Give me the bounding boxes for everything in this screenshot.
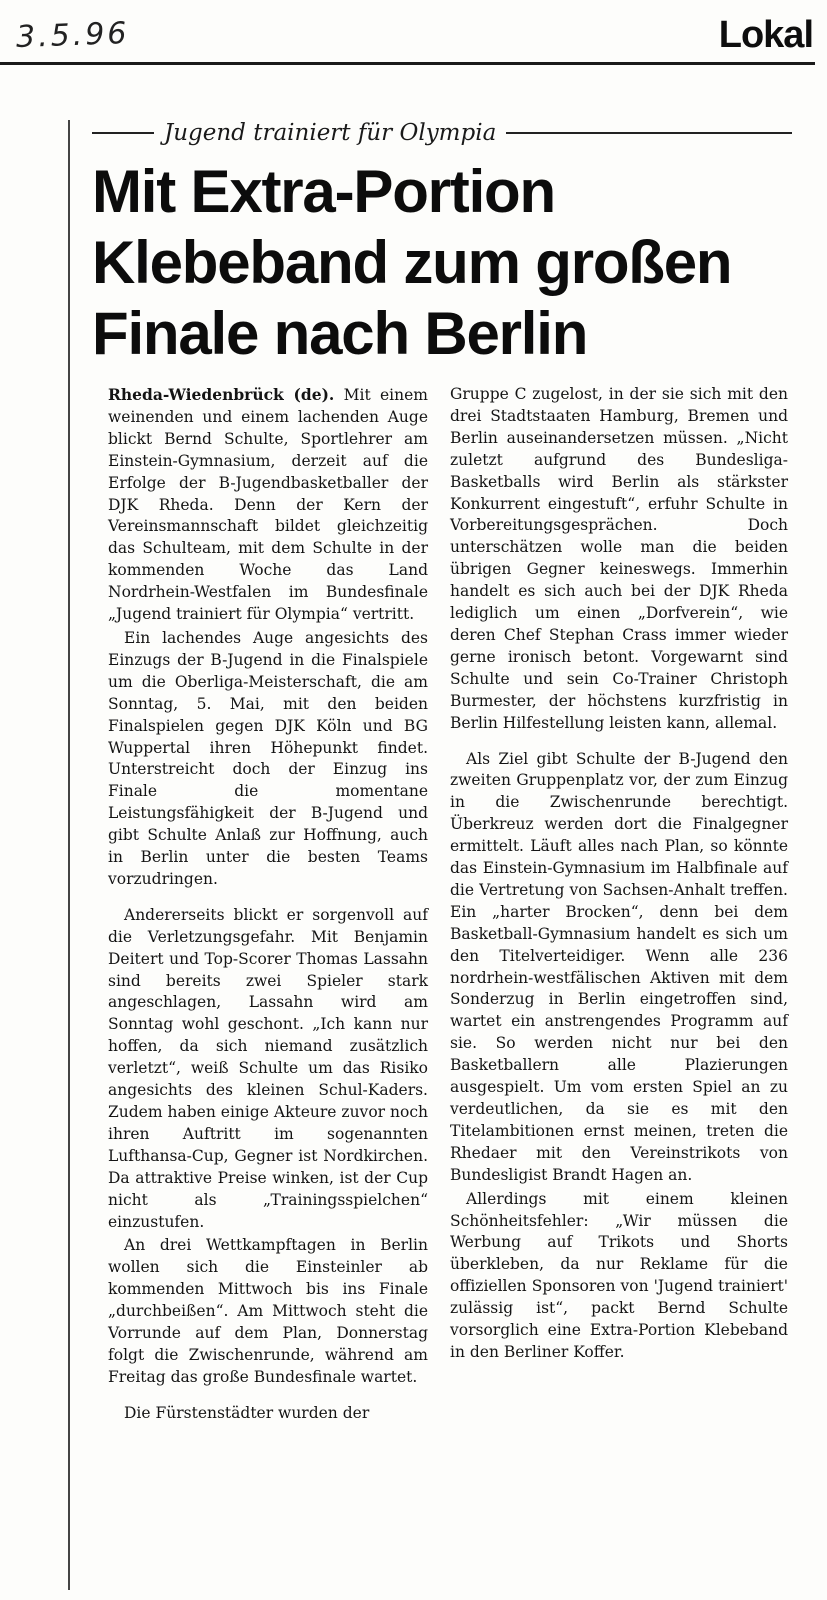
headline: [92, 156, 792, 369]
margin-rule: [68, 120, 70, 1590]
kicker-text: Jugend trainiert für Olympia: [164, 120, 497, 146]
dateline: Rheda-Wiedenbrück (de).: [108, 385, 335, 404]
kicker-rule-right: [506, 132, 792, 134]
paragraph: Rheda-Wiedenbrück (de). Mit einem weinenden und einem lachenden Auge blickt Bernd Schulte, Sportlehrer am Einstein-Gymnasium, derzeit auf die Erfolge der B-Jugendbasketballer der DJK Rheda. Denn der Kern der Vereinsmannschaft bildet gleichzeitig das Schulteam, mit dem Schulte in der kommenden Woche das Land Nordrhein-Westfalen im Bundesfinale „Jugend trainiert für Olympia“ vertritt.: [108, 385, 428, 624]
paragraph: An drei Wettkampftagen in Berlin wollen sich die Einsteinler ab kommenden Mittwoch bis ins Finale „durchbeißen“. Am Mittwoch steht die Vorrunde auf dem Plan, Donnerstag folgt die Zwischenrunde, während am Freitag das große Bundesfinale wartet.: [108, 1236, 428, 1386]
article-header: [92, 120, 792, 369]
section-label: Lokal: [718, 14, 813, 56]
paragraph: Allerdings mit einem kleinen Schönheitsfehler: „Wir müssen die Werbung auf Trikots und Shorts überkleben, da nur Reklame für die offiziellen Sponsoren von 'Jugend trainiert' zulässig ist“, packt Bernd Schulte vorsorglich eine Extra-Portion Klebeband in den Berliner Koffer.: [450, 1189, 788, 1361]
handwritten-date: 3.5.96: [15, 16, 130, 55]
headline-line-1: Mit Extra-Portion: [92, 158, 555, 225]
paragraph: Die Fürstenstädter wurden der: [124, 1403, 370, 1422]
left-column: [108, 384, 428, 1425]
headline-line-3: Finale nach Berlin: [92, 300, 588, 367]
kicker: [92, 120, 792, 146]
kicker-rule-left: [92, 132, 154, 134]
headline-line-2: Klebeband zum großen: [92, 229, 732, 296]
paragraph: Ein lachendes Auge angesichts des Einzugs der B-Jugend in die Finalspiele um die Oberliga-Meisterschaft, die am Sonntag, 5. Mai, mit den beiden Finalspielen gegen DJK Köln und BG Wuppertal ihren Höhepunkt findet. Unterstreicht doch der Einzug ins Finale die momentane Leistungsfähigkeit der B-Jugend und gibt Schulte Anlaß zur Hoffnung, auch in Berlin unter die besten Teams vorzudringen.: [108, 628, 428, 888]
paragraph: Als Ziel gibt Schulte der B-Jugend den zweiten Gruppenplatz vor, der zum Einzug in die Zwischenrunde berechtigt. Überkreuz werden dort die Finalgegner ermittelt. Läuft alles nach Plan, so könnte das Einstein-Gymnasium im Halbfinale auf die Vertretung von Sachsen-Anhalt treffen. Ein „harter Brocken“, denn bei dem Basketball-Gymnasium handelt es sich um den Titelverteidiger. Wenn alle 236 nordrhein-westfälischen Aktiven mit dem Sonderzug in Berlin eingetroffen sind, wartet ein anstrengendes Programm auf sie. So werden nicht nur bei den Basketballern alle Plazierungen ausgespielt. Um vom ersten Spiel an zu verdeutlichen, da sie es mit den Titelambitionen ernst meinen, treten die Rhedaer mit den Vereinstrikots von Bundesligist Brandt Hagen an.: [450, 749, 788, 1184]
paragraph: Gruppe C zugelost, in der sie sich mit den drei Stadtstaaten Hamburg, Bremen und Berlin auseinandersetzen müssen. „Nicht zuletzt aufgrund des Bundesliga-Basketballs wird Berlin als stärkster Konkurrent eingestuft“, erfuhr Schulte in Vorbereitungsgesprächen. Doch unterschätzen wolle man die beiden übrigen Gegner keineswegs. Immerhin handelt es sich auch bei der DJK Rheda lediglich um einen „Dorfverein“, wie deren Chef Stephan Crass immer wieder gerne ironisch betont. Vorgewarnt sind Schulte und sein Co-Trainer Christoph Burmester, der höchstens kurzfristig in Berlin Hilfestellung leisten kann, allemal.: [450, 385, 788, 732]
paragraph: Andererseits blickt er sorgenvoll auf die Verletzungsgefahr. Mit Benjamin Deitert und Top-Scorer Thomas Lassahn sind bereits zwei Spieler stark angeschlagen, Lassahn wird am Sonntag wohl geschont. „Ich kann nur hoffen, da sich niemand zusätzlich verletzt“, weiß Schulte um das Risiko angesichts des kleinen Schul-Kaders. Zudem haben einige Akteure zuvor noch ihren Auftritt im sogenannten Lufthansa-Cup, Gegner ist Nordkirchen. Da attraktive Preise winken, ist der Cup nicht als „Trainingsspielchen“ einzustufen.: [108, 905, 428, 1231]
article-body: [108, 384, 788, 1425]
header-rule: [0, 62, 815, 65]
right-column: [450, 384, 788, 1425]
